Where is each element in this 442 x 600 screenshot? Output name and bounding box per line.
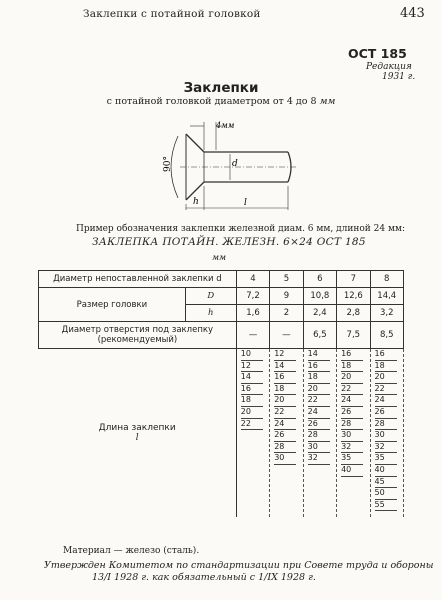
- length-value: 24: [274, 419, 296, 431]
- length-value: 32: [375, 442, 397, 454]
- length-value: 20: [341, 372, 363, 384]
- length-value: 18: [375, 361, 397, 373]
- length-value: 14: [241, 372, 263, 384]
- length-value: 14: [308, 349, 330, 361]
- length-value: 40: [341, 465, 363, 477]
- length-value: 26: [274, 430, 296, 442]
- rivet-drawing: [160, 116, 300, 218]
- length-value: 22: [341, 384, 363, 396]
- length-value: 12: [241, 361, 263, 373]
- length-value: 28: [274, 442, 296, 454]
- diameter-row: [39, 271, 404, 288]
- hole-label-line1: Диаметр отверстия под заклепку: [61, 325, 214, 335]
- D-cell: 14,4: [370, 288, 403, 305]
- length-value: 32: [341, 442, 363, 454]
- page-number: 443: [400, 6, 425, 21]
- h-symbol: h: [185, 305, 236, 322]
- length-value: 22: [375, 384, 397, 396]
- length-value: 30: [274, 453, 296, 465]
- page-title: Заклепки: [183, 80, 259, 96]
- length-value: 28: [308, 430, 330, 442]
- length-value: 18: [241, 395, 263, 407]
- hole-cell: —: [270, 322, 303, 349]
- length-value: 20: [274, 395, 296, 407]
- page-subtitle: с потайной головкой диаметром от 4 до 8 мм: [106, 96, 336, 107]
- length-value: 30: [341, 430, 363, 442]
- d-label: d: [232, 159, 238, 169]
- dim-top-label: 4мм: [216, 121, 235, 130]
- length-value: 16: [274, 372, 296, 384]
- length-value: 26: [308, 419, 330, 431]
- h-cell: 3,2: [370, 305, 403, 322]
- edition-year: 1931 г.: [382, 72, 416, 82]
- material-note: Материал — железо (сталь).: [63, 546, 200, 556]
- length-value: 12: [274, 349, 296, 361]
- length-value: 18: [308, 372, 330, 384]
- length-label: Длина заклепки: [98, 423, 176, 433]
- length-symbol: l: [135, 433, 139, 443]
- length-value: 16: [375, 349, 397, 361]
- length-value: 45: [375, 477, 397, 489]
- length-value: 35: [341, 453, 363, 465]
- hole-cell: 7,5: [337, 322, 370, 349]
- length-value: 24: [308, 407, 330, 419]
- diameter-cell: 4: [236, 271, 269, 288]
- l-label: l: [244, 198, 247, 208]
- length-value: 28: [375, 419, 397, 431]
- h-cell: 2,8: [337, 305, 370, 322]
- length-value: 40: [375, 465, 397, 477]
- h-cell: 1,6: [236, 305, 269, 322]
- length-value: 20: [375, 372, 397, 384]
- running-title: Заклепки с потайной головкой: [83, 8, 261, 20]
- length-value: 50: [375, 488, 397, 500]
- length-value: 30: [375, 430, 397, 442]
- length-value: 35: [375, 453, 397, 465]
- length-value: 26: [375, 407, 397, 419]
- length-value: 22: [241, 419, 263, 431]
- length-value: 28: [341, 419, 363, 431]
- length-col-4: [236, 349, 269, 518]
- diameter-cell: 5: [270, 271, 303, 288]
- D-cell: 12,6: [337, 288, 370, 305]
- hole-cell: 6,5: [303, 322, 336, 349]
- length-value: 22: [308, 395, 330, 407]
- length-value: 24: [341, 395, 363, 407]
- rivet-diagram: [160, 116, 300, 214]
- edition-label: Редакция: [366, 62, 412, 72]
- length-value: 16: [308, 361, 330, 373]
- hole-label: [39, 322, 237, 349]
- hole-cell: 8,5: [370, 322, 403, 349]
- h-cell: 2: [270, 305, 303, 322]
- length-value: 16: [241, 384, 263, 396]
- length-label-cell: [39, 349, 237, 518]
- length-value: 24: [375, 395, 397, 407]
- diameter-cell: 6: [303, 271, 336, 288]
- example-text: Пример обозначения заклепки железной диам. 6 мм, длиной 24 мм:: [76, 224, 405, 234]
- unit-label: мм: [212, 253, 227, 263]
- length-value: 30: [308, 442, 330, 454]
- length-value: 18: [274, 384, 296, 396]
- standard-code: ОСТ 185: [348, 46, 407, 61]
- hole-label-line2: (рекомендуемый): [97, 335, 178, 345]
- length-value: 14: [274, 361, 296, 373]
- diameter-label: Диаметр непоставленной заклепки d: [39, 271, 237, 288]
- length-value: 26: [341, 407, 363, 419]
- D-cell: 7,2: [236, 288, 269, 305]
- length-col-5: [270, 349, 303, 518]
- diameter-cell: 7: [337, 271, 370, 288]
- length-value: 10: [241, 349, 263, 361]
- length-value: 20: [308, 384, 330, 396]
- length-value: 20: [241, 407, 263, 419]
- h-label: h: [193, 197, 199, 207]
- length-value: 32: [308, 453, 330, 465]
- length-value: 18: [341, 361, 363, 373]
- length-value: 16: [341, 349, 363, 361]
- diameter-cell: 8: [370, 271, 403, 288]
- length-value: 55: [375, 500, 397, 512]
- D-symbol: D: [185, 288, 236, 305]
- approval-note-line1: Утвержден Комитетом по стандартизации при Совете труда и обороны: [44, 560, 434, 571]
- angle-label: 90°: [163, 156, 173, 172]
- D-cell: 9: [270, 288, 303, 305]
- head-D-row: [39, 288, 404, 305]
- h-cell: 2,4: [303, 305, 336, 322]
- hole-row: [39, 322, 404, 349]
- hole-cell: —: [236, 322, 269, 349]
- head-size-label: Размер головки: [39, 288, 186, 322]
- length-col-6: [303, 349, 336, 518]
- length-col-8: [370, 349, 403, 518]
- D-cell: 10,8: [303, 288, 336, 305]
- length-value: 22: [274, 407, 296, 419]
- approval-note-line2: 13/I 1928 г. как обязательный с 1/IX 1928 г.: [92, 572, 316, 583]
- rivet-spec-table: [38, 270, 404, 517]
- length-col-7: [337, 349, 370, 518]
- example-designation: ЗАКЛЕПКА ПОТАЙН. ЖЕЛЕЗН. 6×24 ОСТ 185: [92, 236, 366, 248]
- length-row: [39, 349, 404, 518]
